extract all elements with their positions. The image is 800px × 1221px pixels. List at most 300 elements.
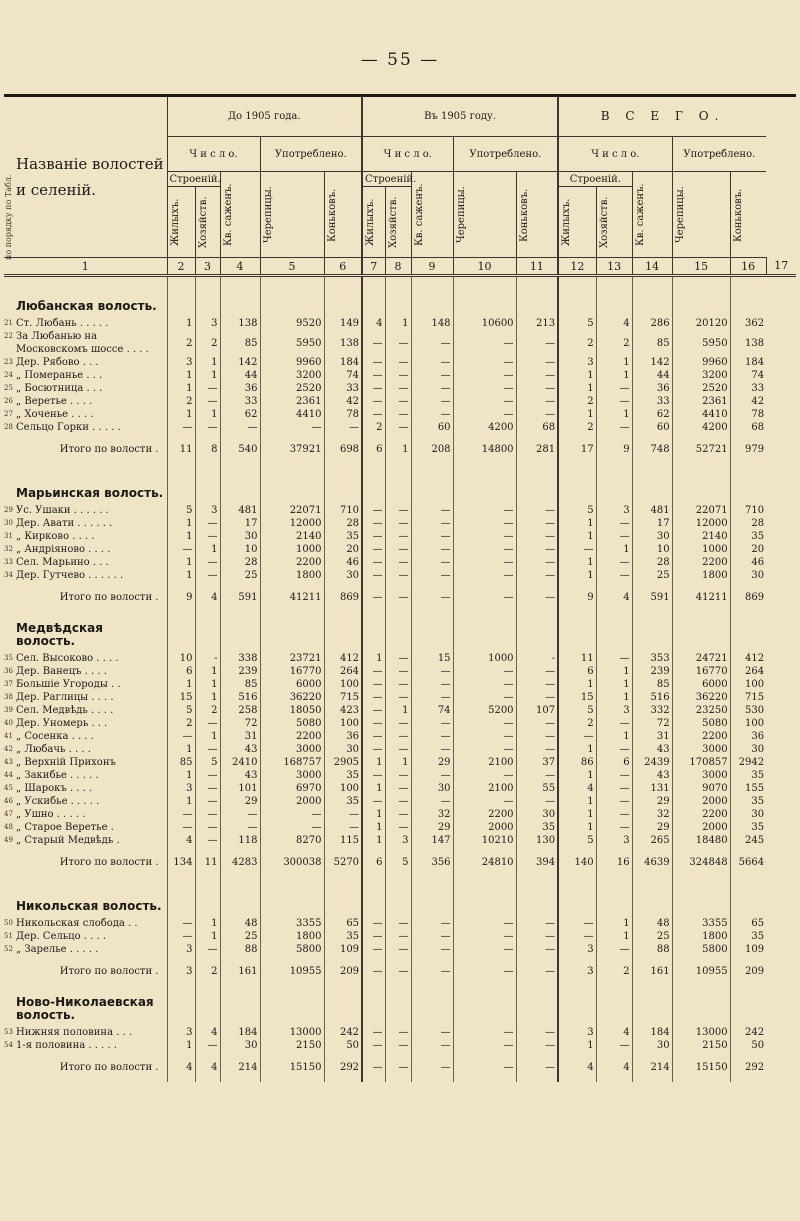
value-cell: 3 — [167, 782, 195, 795]
value-cell: - — [195, 652, 220, 665]
value-cell: — — [516, 569, 558, 582]
value-cell: — — [385, 956, 411, 986]
value-cell: 16 — [596, 847, 632, 877]
value-cell: 300038 — [260, 847, 324, 877]
empty-cell — [324, 464, 362, 504]
value-cell: 2 — [362, 421, 385, 434]
value-cell: — — [362, 517, 385, 530]
value-cell: — — [362, 408, 385, 421]
value-cell: — — [453, 408, 516, 421]
value-cell: — — [385, 1039, 411, 1052]
value-cell: 2942 — [730, 756, 766, 769]
value-cell: 1 — [558, 382, 596, 395]
column-number: 4 — [220, 258, 260, 276]
value-cell: 4 — [558, 1052, 596, 1082]
settlement-name — [4, 317, 167, 330]
value-cell: 2410 — [220, 756, 260, 769]
value-cell: 9960 — [672, 356, 730, 369]
value-cell: 74 — [730, 369, 766, 382]
value-cell: 101 — [220, 782, 260, 795]
value-cell: — — [411, 556, 453, 569]
value-cell: — — [411, 717, 453, 730]
value-cell: 130 — [516, 834, 558, 847]
value-cell: — — [362, 717, 385, 730]
value-cell: — — [195, 821, 220, 834]
value-cell: 214 — [632, 1052, 672, 1082]
value-cell: 100 — [324, 782, 362, 795]
value-cell: — — [362, 795, 385, 808]
value-cell: — — [411, 730, 453, 743]
section-title: Никольская волость. — [16, 899, 162, 913]
value-cell: — — [385, 1052, 411, 1082]
empty-cell — [596, 276, 632, 318]
empty-cell — [672, 612, 730, 652]
value-cell: 1 — [167, 530, 195, 543]
value-cell: 10 — [632, 543, 672, 556]
value-cell: 15 — [558, 691, 596, 704]
row-number: 32 — [4, 545, 13, 553]
value-cell: — — [411, 678, 453, 691]
value-cell: 1 — [558, 408, 596, 421]
column-number: 10 — [453, 258, 516, 276]
value-cell: — — [385, 395, 411, 408]
settlement-name — [4, 1026, 167, 1039]
value-cell: — — [362, 691, 385, 704]
column-number: 16 — [730, 258, 766, 276]
value-cell: 1 — [167, 743, 195, 756]
empty-cell — [558, 612, 596, 652]
value-cell: 3 — [558, 1026, 596, 1039]
value-cell: 3 — [596, 704, 632, 717]
value-cell: 30 — [730, 808, 766, 821]
value-cell: 1 — [558, 517, 596, 530]
value-cell: 2905 — [324, 756, 362, 769]
value-cell: 4 — [596, 317, 632, 330]
value-cell: — — [167, 821, 195, 834]
value-cell: — — [411, 369, 453, 382]
value-cell: 142 — [220, 356, 260, 369]
settlement-label: Сел. Высоково . . . . — [16, 653, 119, 664]
row-number: 38 — [4, 693, 13, 701]
header-col-residential: Жилыхъ. — [169, 198, 181, 246]
table-row — [4, 808, 796, 821]
value-cell: 4410 — [672, 408, 730, 421]
value-cell: 1 — [362, 808, 385, 821]
value-cell: 2 — [558, 717, 596, 730]
value-cell: 5080 — [260, 717, 324, 730]
value-cell: 184 — [220, 1026, 260, 1039]
value-cell: — — [453, 1026, 516, 1039]
settlement-name — [4, 769, 167, 782]
value-cell: — — [411, 382, 453, 395]
settlement-label: „ Ушно . . . . . — [16, 809, 86, 820]
value-cell: 214 — [220, 1052, 260, 1082]
settlement-name — [4, 678, 167, 691]
value-cell: 1000 — [260, 543, 324, 556]
value-cell: 2520 — [260, 382, 324, 395]
value-cell: — — [596, 382, 632, 395]
settlement-label: Дер. Уномерь . . . — [16, 718, 108, 729]
value-cell: 1 — [167, 769, 195, 782]
settlement-label: Большіе Угороды . . — [16, 679, 121, 690]
value-cell: 1 — [596, 678, 632, 691]
value-cell: 242 — [324, 1026, 362, 1039]
value-cell: 3 — [558, 356, 596, 369]
value-cell: 13000 — [672, 1026, 730, 1039]
value-cell: 2200 — [260, 556, 324, 569]
value-cell: — — [453, 717, 516, 730]
settlement-name — [4, 369, 167, 382]
settlement-name — [4, 795, 167, 808]
value-cell: 25 — [220, 569, 260, 582]
value-cell: — — [516, 930, 558, 943]
empty-cell — [411, 464, 453, 504]
column-number: 1 — [4, 258, 167, 276]
empty-cell — [260, 464, 324, 504]
table-row — [4, 330, 796, 356]
value-cell: — — [385, 930, 411, 943]
value-cell: 5 — [558, 317, 596, 330]
value-cell: — — [411, 543, 453, 556]
value-cell: 2100 — [453, 782, 516, 795]
value-cell: 281 — [516, 434, 558, 464]
row-number: 33 — [4, 558, 13, 566]
value-cell: — — [596, 395, 632, 408]
value-cell: — — [558, 543, 596, 556]
value-cell: 100 — [324, 717, 362, 730]
value-cell: 23721 — [260, 652, 324, 665]
value-cell: — — [596, 1039, 632, 1052]
value-cell: 155 — [730, 782, 766, 795]
value-cell: 1 — [362, 756, 385, 769]
value-cell: 100 — [324, 678, 362, 691]
value-cell: 184 — [324, 356, 362, 369]
value-cell: 1 — [167, 678, 195, 691]
value-cell: 2 — [195, 330, 220, 356]
value-cell: 30 — [730, 569, 766, 582]
header-col-tiles: Черепицы. — [674, 186, 686, 243]
value-cell: — — [516, 769, 558, 782]
value-cell: 3200 — [260, 369, 324, 382]
value-cell: — — [596, 717, 632, 730]
value-cell: 540 — [220, 434, 260, 464]
empty-cell — [167, 276, 195, 318]
value-cell: 9520 — [260, 317, 324, 330]
row-number: 26 — [4, 397, 13, 405]
value-cell: 412 — [730, 652, 766, 665]
value-cell: 242 — [730, 1026, 766, 1039]
value-cell: 2150 — [260, 1039, 324, 1052]
value-cell: 142 — [632, 356, 672, 369]
value-cell: 25 — [632, 569, 672, 582]
value-cell: — — [516, 743, 558, 756]
value-cell: — — [596, 530, 632, 543]
value-cell: 5 — [385, 847, 411, 877]
settlement-name — [4, 743, 167, 756]
value-cell: 14800 — [453, 434, 516, 464]
value-cell: 30 — [411, 782, 453, 795]
empty-cell — [385, 276, 411, 318]
total-row — [4, 582, 796, 612]
value-cell: 35 — [730, 795, 766, 808]
value-cell: — — [195, 569, 220, 582]
table-body — [4, 276, 796, 1083]
value-cell: — — [195, 808, 220, 821]
header-count: Ч и с л о. — [558, 137, 672, 172]
value-cell: 29 — [411, 821, 453, 834]
value-cell: 17 — [632, 517, 672, 530]
value-cell: 2 — [558, 421, 596, 434]
value-cell: 3 — [558, 956, 596, 986]
settlement-label: „ Любачь . . . . — [16, 744, 91, 755]
row-number: 52 — [4, 945, 13, 953]
value-cell: 100 — [730, 717, 766, 730]
value-cell: 6970 — [260, 782, 324, 795]
value-cell: 2 — [167, 395, 195, 408]
value-cell: — — [362, 1026, 385, 1039]
value-cell: 11 — [558, 652, 596, 665]
row-number: 24 — [4, 371, 13, 379]
value-cell: 1 — [167, 408, 195, 421]
value-cell: — — [411, 356, 453, 369]
value-cell: 1 — [167, 1039, 195, 1052]
section-heading-row — [4, 464, 796, 504]
value-cell: 42 — [324, 395, 362, 408]
value-cell: 239 — [632, 665, 672, 678]
value-cell: — — [167, 930, 195, 943]
empty-cell — [362, 612, 385, 652]
value-cell: — — [385, 691, 411, 704]
value-cell: 4 — [195, 582, 220, 612]
section-heading-row — [4, 612, 796, 652]
row-number: 22 — [4, 332, 13, 340]
value-cell: — — [362, 504, 385, 517]
row-number: 21 — [4, 319, 13, 327]
table-row — [4, 1039, 796, 1052]
value-cell: — — [453, 517, 516, 530]
value-cell: 1 — [167, 369, 195, 382]
value-cell: — — [516, 956, 558, 986]
empty-cell — [324, 877, 362, 917]
value-cell: 4 — [596, 582, 632, 612]
value-cell: 5950 — [260, 330, 324, 356]
value-cell: — — [516, 917, 558, 930]
value-cell: 1 — [558, 808, 596, 821]
value-cell: 147 — [411, 834, 453, 847]
value-cell: 15150 — [672, 1052, 730, 1082]
value-cell: 1 — [362, 652, 385, 665]
header-col-sq-sazhen: Кв. саженъ. — [634, 183, 646, 246]
value-cell: — — [516, 356, 558, 369]
value-cell: 33 — [632, 395, 672, 408]
value-cell: 4 — [596, 1052, 632, 1082]
value-cell: — — [516, 556, 558, 569]
empty-cell — [362, 986, 385, 1026]
value-cell: 1000 — [672, 543, 730, 556]
settlement-label: Дер. Ванецъ . . . . — [16, 666, 107, 677]
empty-cell — [195, 877, 220, 917]
value-cell: 85 — [632, 330, 672, 356]
value-cell: 5800 — [260, 943, 324, 956]
section-title: Медвѣдская волость. — [16, 621, 103, 648]
value-cell: 29 — [411, 756, 453, 769]
empty-cell — [453, 464, 516, 504]
value-cell: 1 — [167, 795, 195, 808]
value-cell: 43 — [632, 769, 672, 782]
value-cell: — — [596, 517, 632, 530]
value-cell: 5 — [195, 756, 220, 769]
value-cell: 30 — [632, 1039, 672, 1052]
empty-cell — [362, 464, 385, 504]
value-cell: — — [195, 421, 220, 434]
empty-cell — [516, 464, 558, 504]
value-cell: 5 — [167, 504, 195, 517]
value-cell: 1 — [167, 569, 195, 582]
empty-cell — [516, 612, 558, 652]
value-cell: 4 — [195, 1026, 220, 1039]
value-cell: 74 — [411, 704, 453, 717]
value-cell: — — [596, 795, 632, 808]
column-number: 5 — [260, 258, 324, 276]
value-cell: 1 — [558, 530, 596, 543]
value-cell: — — [411, 1039, 453, 1052]
value-cell: 41211 — [260, 582, 324, 612]
column-number-row — [4, 258, 796, 276]
value-cell: 2 — [558, 395, 596, 408]
settlement-name — [4, 930, 167, 943]
value-cell: 3000 — [672, 743, 730, 756]
value-cell: 28 — [730, 517, 766, 530]
value-cell: 332 — [632, 704, 672, 717]
value-cell: — — [516, 530, 558, 543]
value-cell: — — [195, 382, 220, 395]
value-cell: 33 — [730, 382, 766, 395]
value-cell: — — [596, 769, 632, 782]
settlement-name — [4, 917, 167, 930]
value-cell: 46 — [324, 556, 362, 569]
table-row — [4, 730, 796, 743]
column-number: 7 — [362, 258, 385, 276]
row-number: 49 — [4, 836, 13, 844]
settlement-label: „ Зарелье . . . . . — [16, 944, 99, 955]
value-cell: — — [167, 421, 195, 434]
value-cell: 1 — [362, 834, 385, 847]
table-row — [4, 530, 796, 543]
settlement-label: Дер. Сельцо . . . . — [16, 931, 107, 942]
value-cell: 2200 — [453, 808, 516, 821]
header-col-tiles: Черепицы. — [262, 186, 274, 243]
total-label: Итого по волости . — [59, 965, 159, 977]
value-cell: 44 — [220, 369, 260, 382]
value-cell: — — [411, 504, 453, 517]
column-number: 17 — [766, 258, 796, 276]
value-cell: — — [362, 730, 385, 743]
value-cell: 356 — [411, 847, 453, 877]
value-cell: — — [411, 530, 453, 543]
value-cell: — — [453, 530, 516, 543]
value-cell: — — [260, 821, 324, 834]
settlement-name — [4, 834, 167, 847]
value-cell: — — [411, 1026, 453, 1039]
settlement-name — [4, 395, 167, 408]
empty-cell — [260, 877, 324, 917]
value-cell: 2361 — [260, 395, 324, 408]
empty-cell — [167, 877, 195, 917]
row-number: 35 — [4, 654, 13, 662]
empty-cell — [220, 986, 260, 1026]
empty-cell — [632, 276, 672, 318]
value-cell: 12000 — [672, 517, 730, 530]
value-cell: 55 — [516, 782, 558, 795]
value-cell: 60 — [411, 421, 453, 434]
value-cell: 24810 — [453, 847, 516, 877]
row-number: 43 — [4, 758, 13, 766]
value-cell: — — [195, 517, 220, 530]
header-col-residential: Жилыхъ. — [365, 198, 377, 246]
value-cell: 24721 — [672, 652, 730, 665]
value-cell: — — [362, 665, 385, 678]
value-cell: 1 — [596, 543, 632, 556]
value-cell: — — [385, 665, 411, 678]
value-cell: 35 — [516, 821, 558, 834]
value-cell: 2000 — [260, 795, 324, 808]
table-row — [4, 569, 796, 582]
value-cell: 3 — [167, 1026, 195, 1039]
row-number: 39 — [4, 706, 13, 714]
value-cell: 44 — [632, 369, 672, 382]
header-used: Употреблено. — [672, 137, 766, 172]
value-cell: 1 — [195, 356, 220, 369]
value-cell: — — [362, 543, 385, 556]
section-title: Любанская волость. — [16, 299, 157, 313]
empty-cell — [220, 612, 260, 652]
settlement-label: „ Босютница . . . — [16, 383, 103, 394]
table-row — [4, 917, 796, 930]
value-cell: 68 — [730, 421, 766, 434]
value-cell: — — [260, 421, 324, 434]
value-cell: — — [516, 330, 558, 356]
value-cell: — — [516, 795, 558, 808]
value-cell: 6 — [362, 434, 385, 464]
row-number: 40 — [4, 719, 13, 727]
value-cell: - — [516, 652, 558, 665]
empty-cell — [167, 612, 195, 652]
table-row — [4, 704, 796, 717]
value-cell: 4 — [167, 1052, 195, 1082]
value-cell: 17 — [558, 434, 596, 464]
value-cell: — — [411, 691, 453, 704]
table-row — [4, 517, 796, 530]
value-cell: 48 — [632, 917, 672, 930]
value-cell: 25 — [220, 930, 260, 943]
empty-cell — [195, 464, 220, 504]
table-row — [4, 317, 796, 330]
empty-cell — [324, 276, 362, 318]
value-cell: — — [362, 330, 385, 356]
value-cell: — — [362, 956, 385, 986]
value-cell: — — [385, 943, 411, 956]
value-cell: 11 — [167, 434, 195, 464]
value-cell: 72 — [220, 717, 260, 730]
value-cell: 35 — [324, 530, 362, 543]
row-number: 51 — [4, 932, 13, 940]
value-cell: 715 — [730, 691, 766, 704]
column-number: 3 — [195, 258, 220, 276]
value-cell: 29 — [632, 795, 672, 808]
value-cell: — — [385, 678, 411, 691]
value-cell: 5 — [167, 704, 195, 717]
value-cell: 35 — [324, 769, 362, 782]
